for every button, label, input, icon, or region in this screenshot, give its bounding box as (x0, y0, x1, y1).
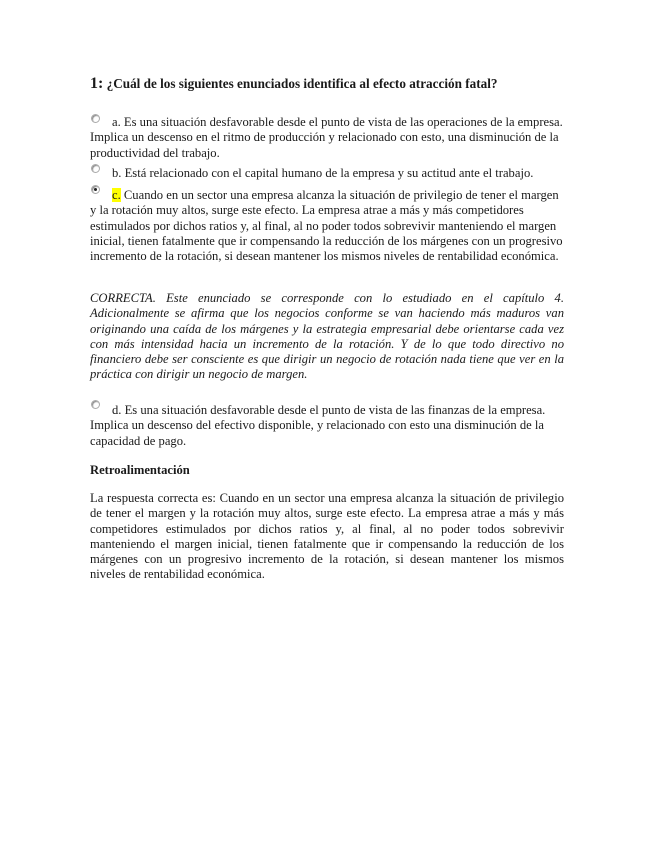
option-letter: b. (112, 166, 122, 180)
radio-option-d[interactable] (91, 400, 100, 409)
option-c[interactable] (90, 188, 564, 264)
option-letter: a. (112, 115, 121, 129)
radio-option-b[interactable] (91, 164, 100, 173)
feedback-text: La respuesta correcta es: Cuando en un sector una empresa alcanza la situación de privilegio de tener el margen y la rotación muy altos, surge este efecto. La empresa atrae a más y más competidores estimulados por dichos ratios y, al final, al no poder todos sobrevivir manteniendo el margen inicial, tienen fatalmente que ir compensando la reducción de los márgenes con un progresivo incremento de la rotación, si desean mantener los mismos niveles de rentabilidad económica. (90, 491, 564, 582)
option-text: Está relacionado con el capital humano de la empresa y su actitud ante el trabajo. (124, 166, 534, 180)
question-text: ¿Cuál de los siguientes enunciados identifica al efecto atracción fatal? (106, 76, 498, 91)
option-text: Es una situación desfavorable desde el punto de vista de las operaciones de la empresa. Implica un descenso en el ritmo de producción y relacionado con esto, una disminución de la productividad del trabajo. (90, 115, 563, 160)
feedback-heading: Retroalimentación (90, 463, 190, 477)
option-a[interactable] (90, 114, 564, 161)
question-title (90, 76, 564, 91)
option-letter: d. (112, 403, 122, 417)
radio-option-a[interactable] (91, 114, 100, 123)
option-d[interactable] (90, 403, 564, 449)
question-number: 1: (90, 75, 104, 92)
option-letter-highlighted: c. (112, 188, 121, 202)
option-text: Cuando en un sector una empresa alcanza la situación de privilegio de tener el margen y la rotación muy altos, surge este efecto. La empresa atrae a más y más competidores estimulados por dichos ratios y, al final, al no poder todos sobrevivir manteniendo el margen inicial, tienen fatalmente que ir compensando la reducción de los márgenes con un progresivo incremento de la rotación, si desean mantener los mismos niveles de rentabilidad económica. (90, 188, 563, 264)
option-feedback: CORRECTA. Este enunciado se corresponde con lo estudiado en el capítulo 4. Adicionalmente se afirma que los negocios conforme se van haciendo más maduros van originando una caída de los márgenes y la estrategia empresarial debe orientarse cada vez con más intensidad hacia un incremento de la rotación. Y de lo que todo directivo no financiero debe ser consciente es que dirigir un negocio de rotación nada tiene que ver en la práctica con dirigir un negocio de margen. (90, 291, 564, 382)
option-text: Es una situación desfavorable desde el punto de vista de las finanzas de la empresa. Implica un descenso del efectivo disponible, y relacionado con esto una disminución de la capacidad de pago. (90, 403, 546, 448)
option-b[interactable] (90, 166, 564, 181)
radio-option-c-selected[interactable] (91, 185, 100, 194)
